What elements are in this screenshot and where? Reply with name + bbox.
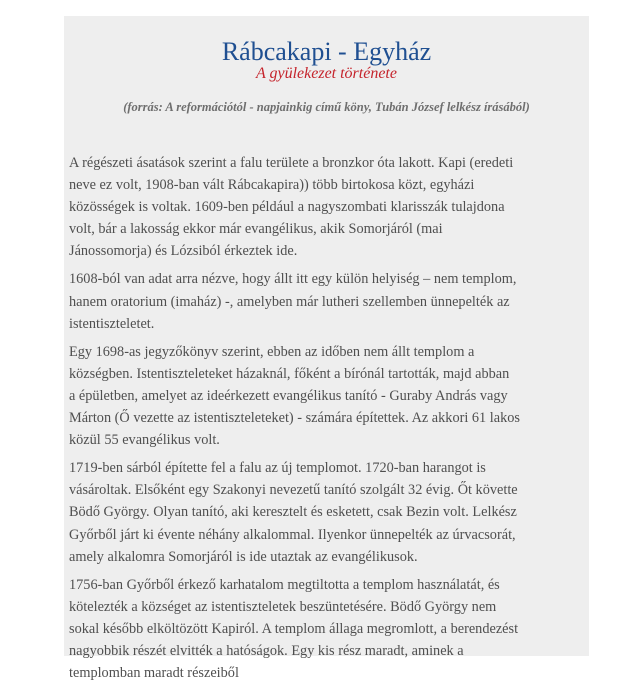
page-title: Rábcakapi - Egyház [221,37,432,66]
paragraph-4: 1719-ben sárból építette fel a falu az új templomot. 1720-ban harangot is vásároltak. Elsőként egy Szakonyi nevezetű tanító szolgált 32 évig. Őt követte Bödő György. Olyan tanító, aki keresztelt és esketett, csak Bezin volt. Lelkész Győrből járt ki évente néhány alkalommal. Ilyenkor ünnepelték az úrvacsorát, amely alkalomra Somorjáról is ide utaztak az evangélikusok. [69,460,518,565]
article-panel [64,16,589,682]
paragraph-5: 1756-ban Győrből érkező karhatalom megtiltotta a templom használatát, és kötelezték a községet az istentiszteletek beszüntetésére. Bödő György nem sokal később elköltözött Kapiról. A templom állaga megromlott, a berendezést nagyobbik részét elvitték a hatóságok. Egy kis rész maradt, aminek a templomban maradt részeiből [69,576,519,682]
source-note: (forrás: A reformációtól - napjainkig című köny, Tubán József lelkész írásából) [123,100,530,114]
paragraph-1: A régészeti ásatások szerint a falu területe a bronzkor óta lakott. Kapi (eredeti neve ez volt, 1908-ban vált Rábcakapira)) több birtokosa közt, egyházi közösségek is voltak. 1609-ben például a nagyszombati klarisszák tulajdona volt, bár a lakosság ekkor már evangélikus, akik Somorjáról (mai Jánossomorja) és Lózsiból érkeztek ide. [69,155,514,260]
article-body [69,152,587,690]
page-subtitle: A gyülekezet története [256,65,397,82]
paragraph-3: Egy 1698-as jegyzőkönyv szerint, ebben az időben nem állt templom a községben. Istentiszteleteket házaknál, főként a bírónál tartották, majd abban a épületben, amelyet az ideérkezett evangélikus tanító - Guraby András vagy Márton (Ő vezette az istentiszteleteket) - számára építettek. Az akkori 61 lakos közül 55 evangélikus volt. [69,343,520,449]
paragraph-2: 1608-ból van adat arra nézve, hogy állt itt egy külön helyiség – nem templom, hanem oratorium (imaház) -, amelyben már lutheri szellemben ünnepelték az istentiszteletet. [69,271,517,332]
